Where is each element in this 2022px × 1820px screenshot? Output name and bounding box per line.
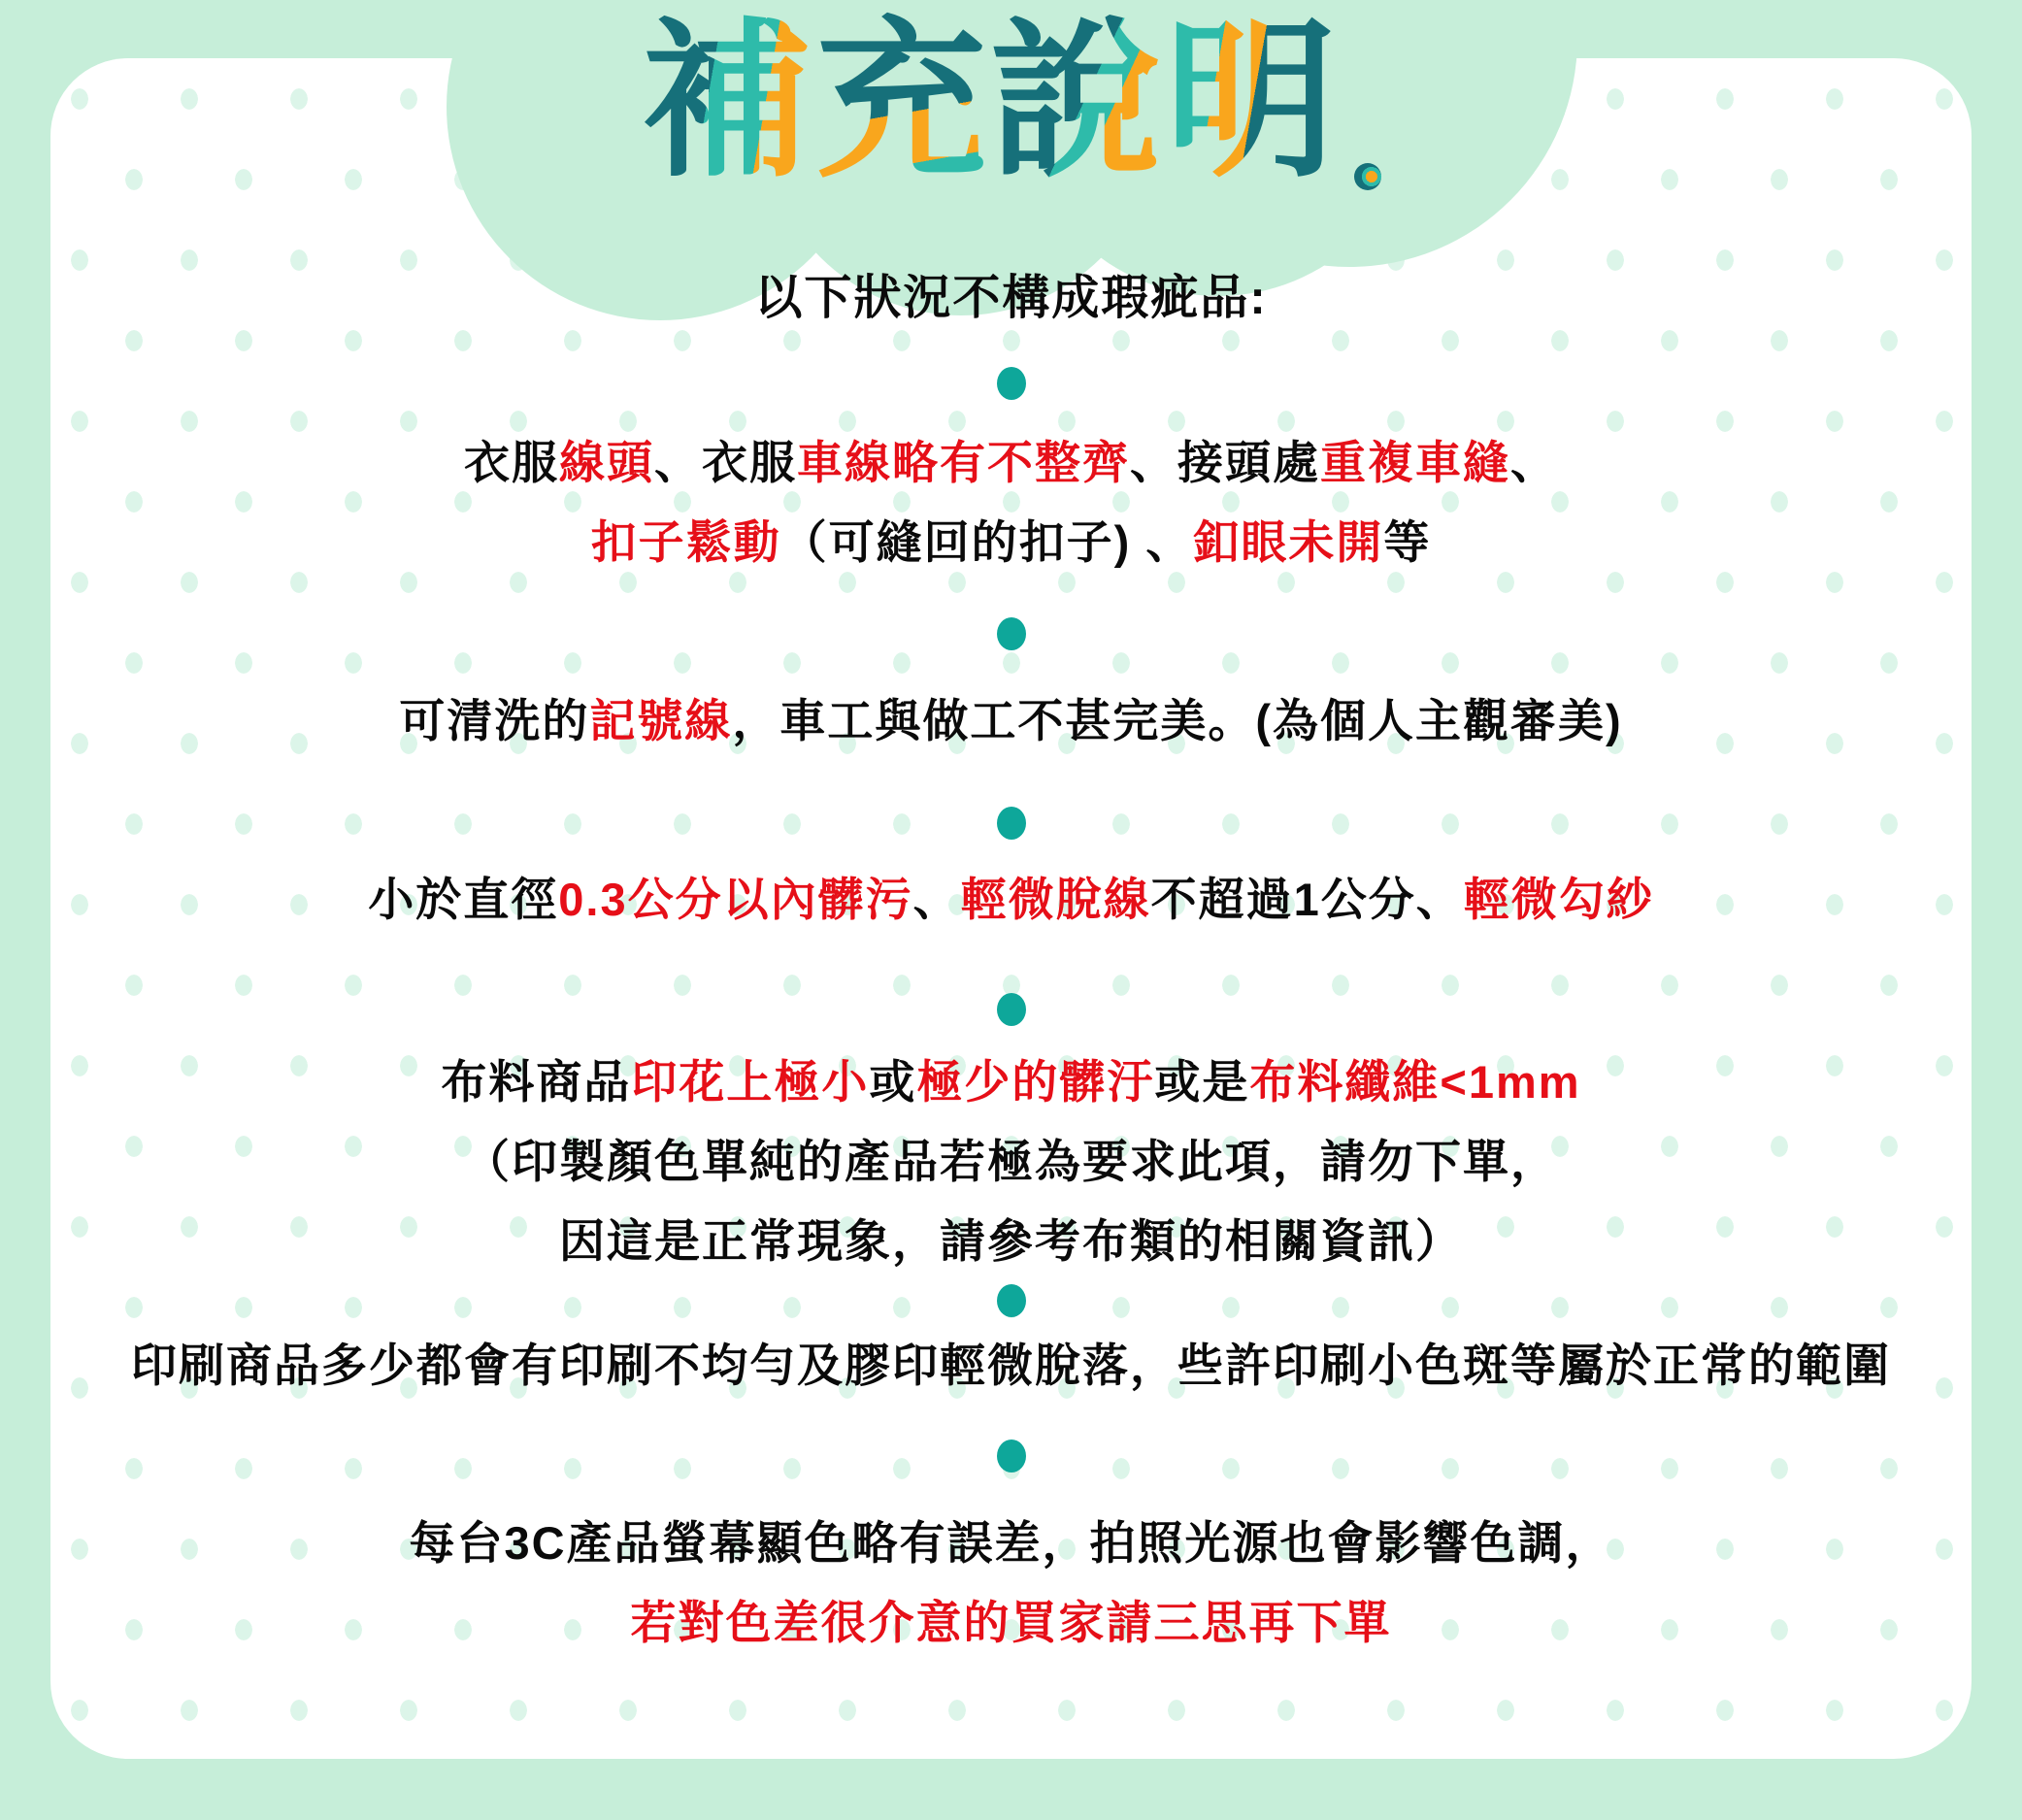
notice-section <box>0 423 2022 582</box>
body-text: 可清洗的 <box>399 695 590 746</box>
body-text: 小於直徑 <box>368 874 559 925</box>
separator-dot-icon <box>997 807 1026 840</box>
text-line <box>0 423 2022 503</box>
notice-section <box>0 1326 2022 1406</box>
body-text: 布料商品 <box>441 1056 632 1108</box>
text-line <box>0 860 2022 940</box>
highlight-text: 記號線 <box>589 695 733 746</box>
notice-section <box>0 1042 2022 1281</box>
text-line <box>0 681 2022 761</box>
highlight-text: 若對色差很介意的買家請三思再下單 <box>630 1597 1392 1648</box>
intro-heading: 以下狀況不構成瑕疵品: <box>754 272 1268 324</box>
notice-section <box>0 860 2022 940</box>
text-line <box>0 1202 2022 1281</box>
notice-section <box>0 681 2022 761</box>
title-char: 說 <box>990 7 1166 197</box>
highlight-text: 輕微勾紗 <box>1463 874 1654 925</box>
text-line <box>0 1583 2022 1663</box>
body-text: 或 <box>869 1056 917 1108</box>
body-text: 不超過1公分、 <box>1150 874 1464 925</box>
body-text: 等 <box>1383 516 1432 568</box>
highlight-text: 輕微脫線 <box>960 874 1151 925</box>
body-text: （印製顏色單純的產品若極為要求此項，請勿下單， <box>464 1136 1558 1187</box>
body-text: 、接頭處 <box>1130 437 1320 488</box>
highlight-text: 扣子鬆動 <box>590 516 781 568</box>
highlight-text: 線頭 <box>559 437 654 488</box>
text-line <box>0 503 2022 582</box>
highlight-text: 印花上極小 <box>631 1056 870 1108</box>
body-text: 印刷商品多少都會有印刷不均勻及膠印輕微脫落，些許印刷小色斑等屬於正常的範圍 <box>131 1340 1891 1391</box>
highlight-text: 重複車縫 <box>1320 437 1510 488</box>
separator-dot-icon <box>997 1439 1026 1473</box>
separator-dot-icon <box>997 617 1026 650</box>
body-text: 因這是正常現象，請參考布類的相關資訊） <box>559 1215 1463 1267</box>
text-line <box>0 1042 2022 1122</box>
highlight-text: 極少的髒汙 <box>916 1056 1155 1108</box>
text-line <box>0 1326 2022 1406</box>
body-text: 每台3C產品螢幕顯色略有誤差，拍照光源也會影響色調， <box>409 1517 1613 1569</box>
body-text: 、衣服 <box>654 437 797 488</box>
text-line <box>0 1504 2022 1583</box>
separator-dot-icon <box>997 993 1026 1026</box>
highlight-text: 車線略有不整齊 <box>797 437 1130 488</box>
highlight-text: 0.3公分以內髒污 <box>558 874 913 925</box>
title-char: 補 <box>641 7 816 197</box>
title-char: 充 <box>815 7 991 197</box>
title-char: 明 <box>1165 7 1341 197</box>
body-text: 、 <box>1510 437 1558 488</box>
body-text: （可縫回的扣子) 、 <box>780 516 1194 568</box>
text-line <box>0 1122 2022 1202</box>
separator-dot-icon <box>997 1284 1026 1317</box>
body-text: 衣服 <box>464 437 559 488</box>
highlight-text: 布料纖維<1mm <box>1249 1056 1581 1108</box>
highlight-text: 釦眼未開 <box>1193 516 1384 568</box>
body-text: 或是 <box>1154 1056 1250 1108</box>
notice-section <box>0 1504 2022 1663</box>
body-text: ，車工與做工不甚完美。(為個人主觀審美) <box>732 695 1623 746</box>
body-text: 、 <box>912 874 961 925</box>
separator-dot-icon <box>997 367 1026 400</box>
